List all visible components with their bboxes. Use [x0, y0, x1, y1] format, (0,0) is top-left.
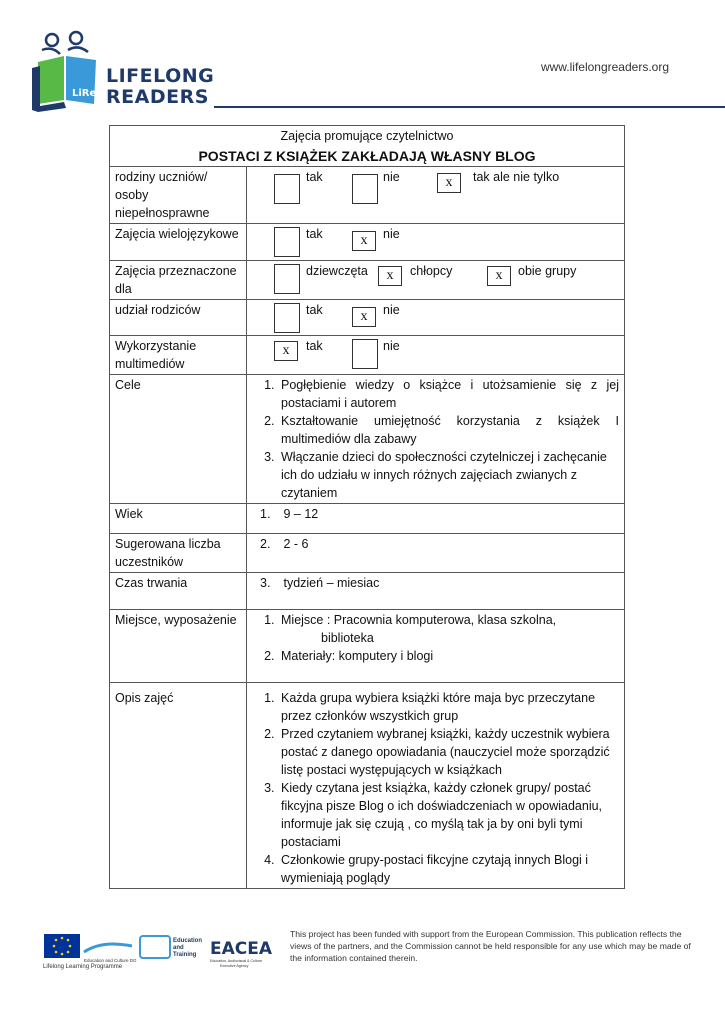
eacea-label: EACEA — [210, 939, 273, 959]
row-options — [247, 336, 625, 375]
checkbox-tak[interactable] — [274, 227, 300, 257]
et-label-3: Training — [173, 952, 197, 958]
list-item: 1. Każda grupa wybiera książki które maja byc przeczytane przez członków wszystkich grup — [278, 689, 619, 725]
row-age — [110, 504, 625, 534]
dg-label: Education and Culture DG — [84, 958, 137, 963]
item-number: 3. — [260, 576, 271, 590]
row-label: Czas trwania — [110, 573, 247, 610]
row-label: rodziny uczniów/ osoby niepełnosprawne — [110, 167, 247, 224]
option-label: nie — [383, 170, 400, 184]
option-label: chłopcy — [410, 264, 453, 278]
option-label: tak ale nie tylko — [473, 170, 560, 184]
option-label: nie — [383, 227, 400, 241]
row-participants — [110, 534, 625, 573]
row-label: udział rodziców — [110, 300, 247, 336]
place-item-line: Miejsce : Pracownia komputerowa, klasa szkolna, — [281, 613, 557, 627]
monitor-icon — [140, 936, 170, 958]
row-goals — [110, 375, 625, 504]
option-label: nie — [383, 303, 400, 317]
row-options — [247, 261, 625, 300]
option-label: nie — [383, 339, 400, 353]
checkbox-nie[interactable] — [352, 174, 378, 204]
funding-disclaimer: This project has been funded with support from the European Commission. This publication reflects the views of the partners, and the Commission cannot be held responsible for any use which may be made of the information contained therein. — [290, 929, 691, 963]
item-number: 1. — [260, 507, 271, 521]
row-label: Miejsce, wyposażenie — [110, 610, 247, 683]
row-label: Sugerowana liczba uczestników — [110, 534, 247, 573]
website-url: www.lifelongreaders.org — [540, 60, 669, 74]
checkbox-tak[interactable]: x — [274, 341, 298, 361]
option-label: tak — [306, 339, 323, 353]
age-value: 9 – 12 — [283, 507, 319, 521]
row-label: Zajęcia wielojęzykowe — [110, 224, 247, 261]
checkbox-tak[interactable] — [274, 303, 300, 333]
description-cell — [247, 683, 625, 889]
row-options — [247, 224, 625, 261]
funding-logos — [42, 932, 282, 976]
row-description — [110, 683, 625, 889]
list-item: 2. Materiały: komputery i blogi — [278, 647, 619, 665]
checkbox-tak-ale-nie-tylko[interactable]: x — [437, 173, 461, 193]
row-multimedia — [110, 336, 625, 375]
row-options — [247, 167, 625, 224]
option-label: obie grupy — [518, 264, 577, 278]
logo-wordmark — [106, 66, 214, 108]
eacea-sub-1: Education, Audiovisual & Culture — [210, 959, 263, 963]
title-cell — [110, 126, 625, 167]
participants-value: 2 - 6 — [283, 537, 309, 551]
option-label: dziewczęta — [306, 264, 368, 278]
list-item: 3. Włączanie dzieci do społeczności czytelniczej i zachęcanie ich do udziału w innych różnych zajęciach zwianych z czytaniem — [278, 448, 619, 502]
place-item-line: biblioteka — [321, 631, 374, 645]
eacea-sub-2: Executive Agency — [220, 964, 249, 968]
list-item: 1. Pogłębienie wiedzy o książce i utożsamienie się z jej postaciami i autorem — [278, 376, 619, 412]
checkbox-nie[interactable]: x — [352, 231, 376, 251]
llp-label: Lifelong Learning Programme — [43, 964, 123, 970]
header-rule — [214, 106, 725, 108]
checkbox-chlopcy[interactable]: x — [378, 266, 402, 286]
description-list — [252, 689, 619, 887]
checkbox-tak[interactable] — [274, 174, 300, 204]
title-row — [110, 126, 625, 167]
list-item: 2. Przed czytaniem wybranej książki, każdy uczestnik wybiera postać z danego opowiadania (nauczyciel może sporządzić listę postaci występujących w książkach — [278, 725, 619, 779]
option-label: tak — [306, 227, 323, 241]
list-item: 2. Kształtowanie umiejętność korzystania z książek I multimediów dla zabawy — [278, 412, 619, 448]
row-duration — [110, 573, 625, 610]
age-cell — [247, 504, 625, 534]
list-item: 3. Kiedy czytana jest książka, każdy członek grupy/ postać fikcyjna pisze Blog o ich doświadczeniach w opowiadaniu, informuje jak się czują , co myślą tak ja by oni byli tymi postaciami — [278, 779, 619, 851]
list-item — [278, 611, 619, 647]
row-special-needs — [110, 167, 625, 224]
row-options — [247, 300, 625, 336]
sheet-subtitle: Zajęcia promujące czytelnictwo — [280, 129, 454, 143]
item-number: 2. — [260, 537, 271, 551]
list-item: 4. Członkowie grupy-postaci fikcyjne czytają innych Blogi i wymieniają poglądy — [278, 851, 619, 887]
checkbox-nie[interactable]: x — [352, 307, 376, 327]
goals-cell — [247, 375, 625, 504]
logo-badge: LiRe — [72, 88, 97, 99]
row-label: Cele — [110, 375, 247, 504]
row-label: Wiek — [110, 504, 247, 534]
et-label-2: and — [173, 945, 184, 951]
sheet-title: POSTACI Z KSIĄŻEK ZAKŁADAJĄ WŁASNY BLOG — [198, 148, 536, 164]
row-label: Wykorzystanie multimediów — [110, 336, 247, 375]
place-cell — [247, 610, 625, 683]
row-place — [110, 610, 625, 683]
duration-cell — [247, 573, 625, 610]
checkbox-obie-grupy[interactable]: x — [487, 266, 511, 286]
logo-line-2: READERS — [106, 86, 209, 108]
et-label-1: Education — [173, 938, 203, 944]
checkbox-dziewczeta[interactable] — [274, 264, 300, 294]
place-list — [252, 611, 619, 665]
option-label: tak — [306, 303, 323, 317]
dg-swoosh-icon — [84, 944, 132, 952]
goals-list — [252, 376, 619, 502]
row-parents — [110, 300, 625, 336]
activity-sheet-table — [109, 125, 625, 889]
row-multilingual — [110, 224, 625, 261]
participants-cell — [247, 534, 625, 573]
row-target-group — [110, 261, 625, 300]
row-label: Zajęcia przeznaczone dla — [110, 261, 247, 300]
option-label: tak — [306, 170, 323, 184]
checkbox-nie[interactable] — [352, 339, 378, 369]
duration-value: tydzień – miesiac — [283, 576, 380, 590]
logo-line-1: LIFELONG — [106, 65, 215, 87]
row-label: Opis zajęć — [110, 683, 247, 889]
